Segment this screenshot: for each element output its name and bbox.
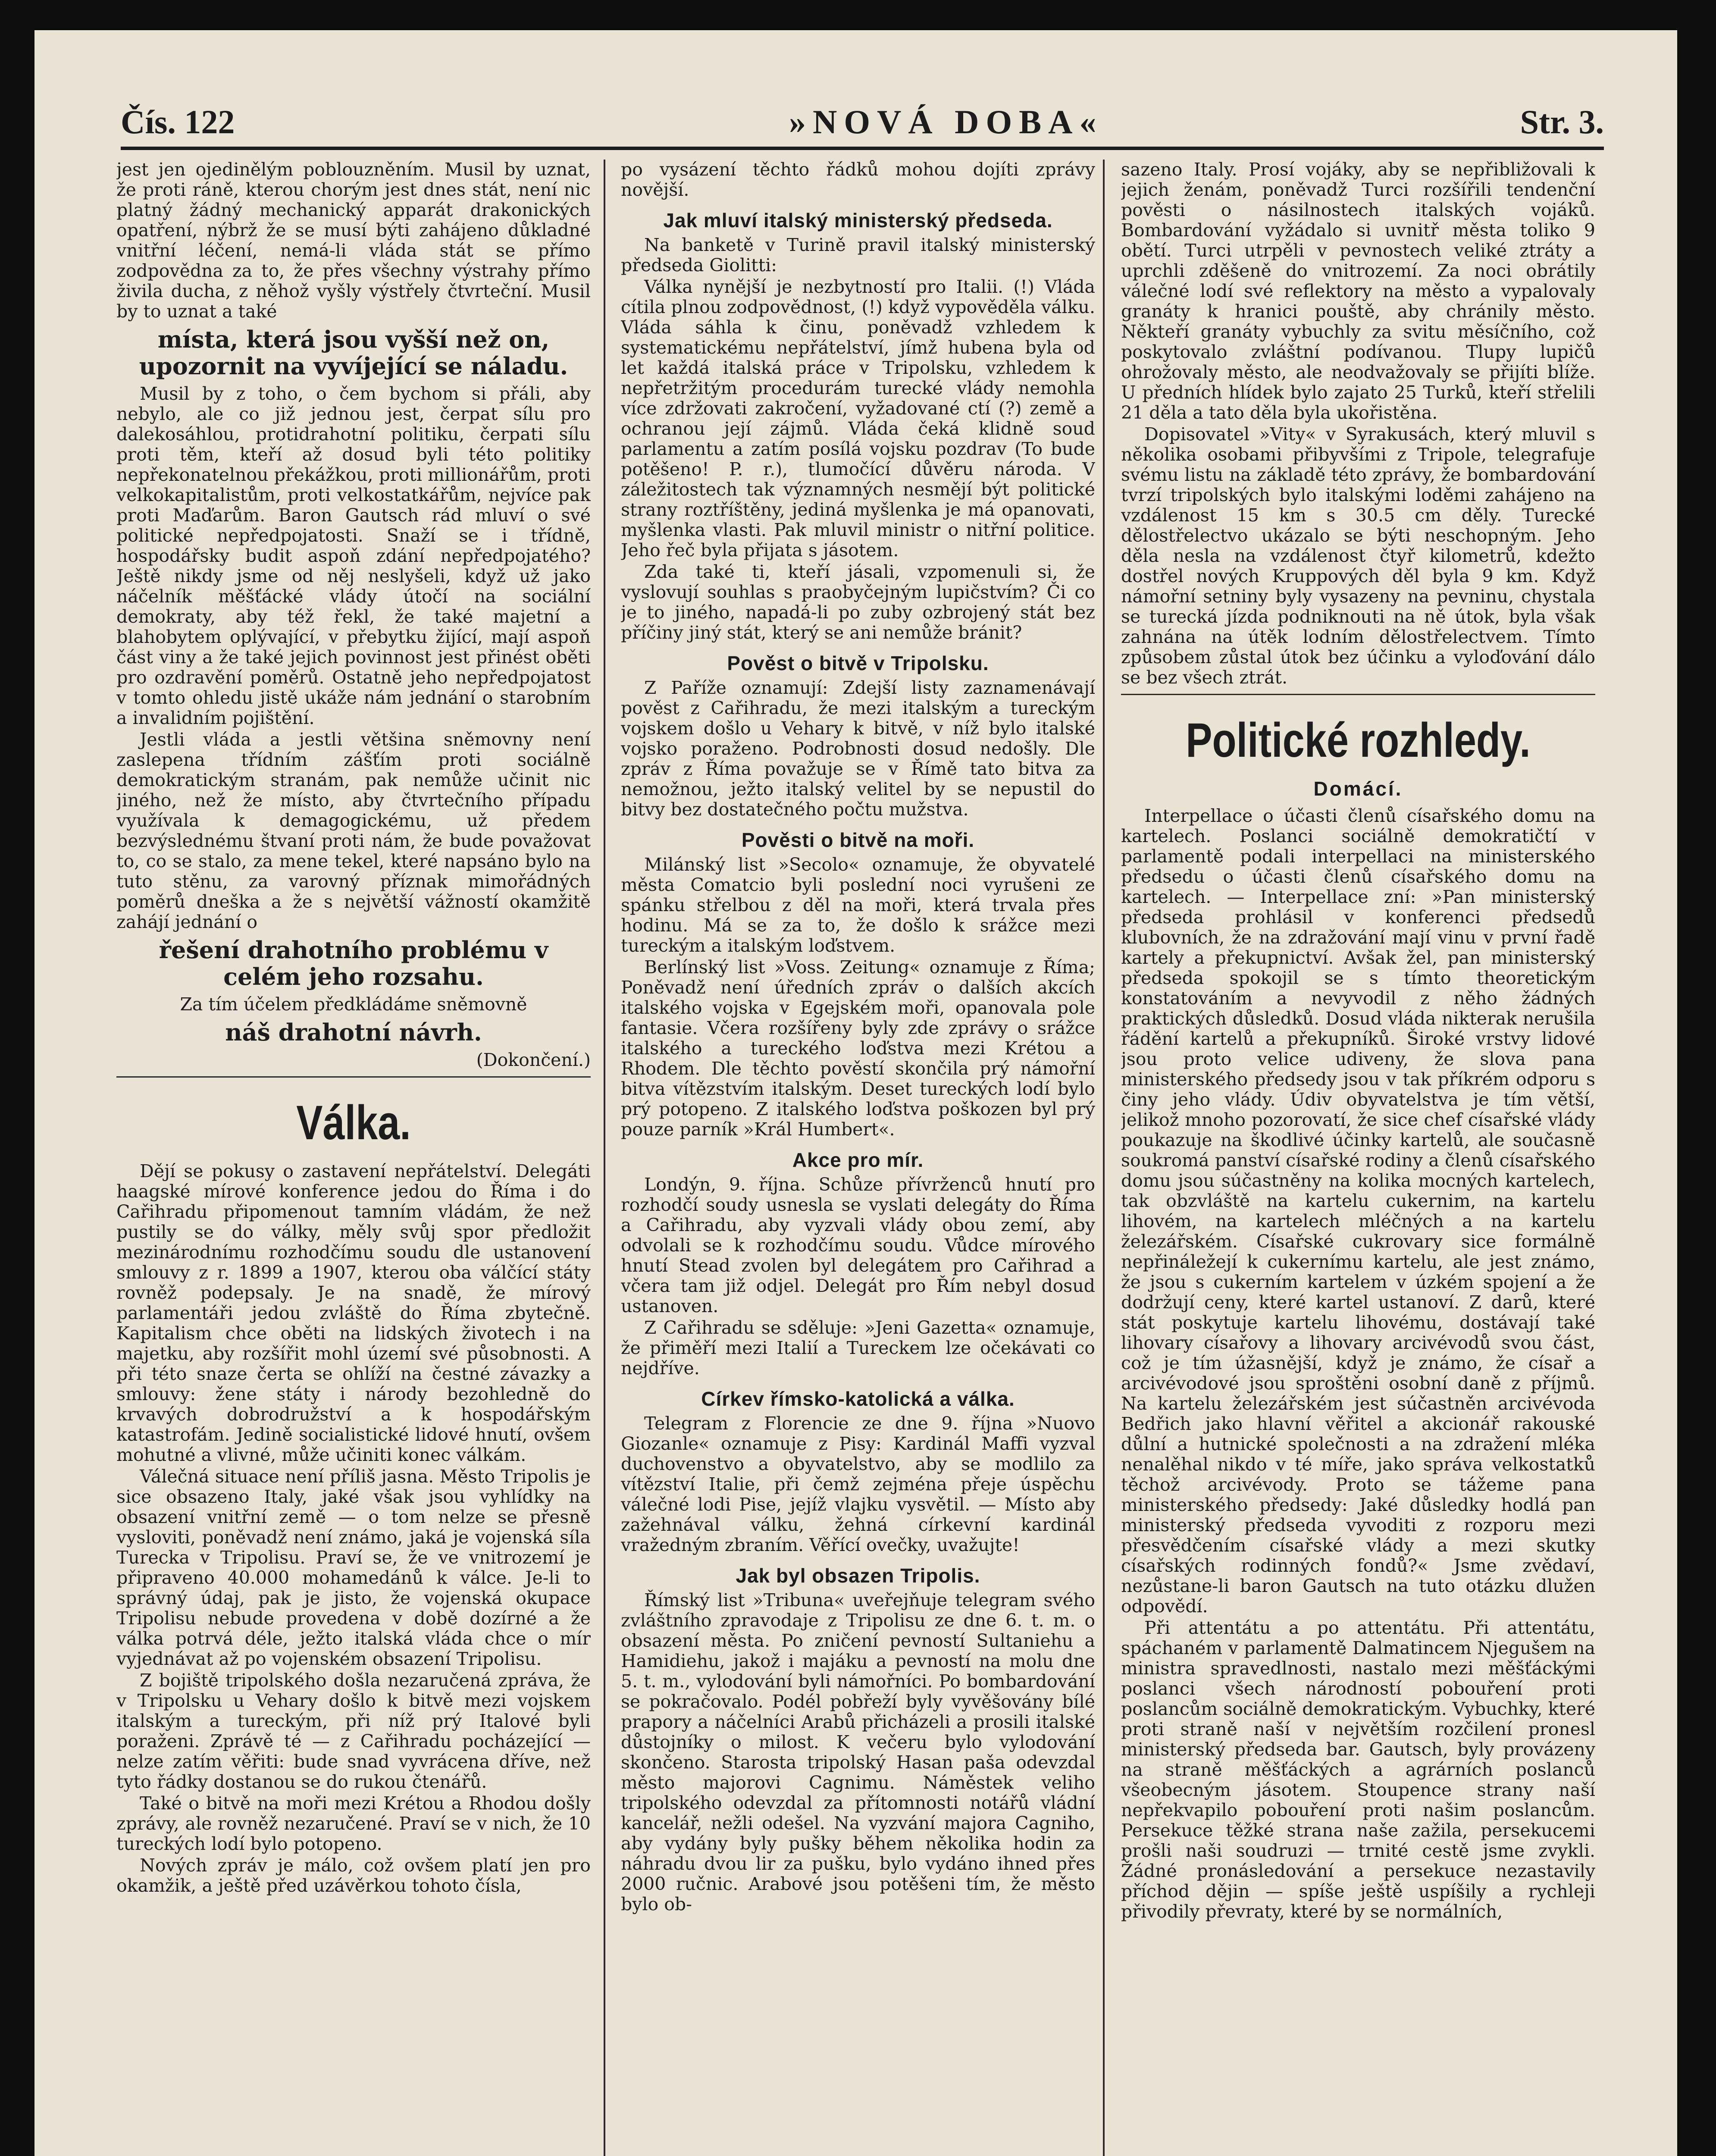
paragraph: Musil by z toho, o čem bychom si přáli, aby nebylo, ale co již jednou jest, čerpat sílu pro dalekosáhlou, protidrahotní politiku, čerpati sílu proti těm, kteří až dosud byli této politiky nepřekonatelnou překážkou, proti millionářům, proti velkokapitalistům, proti velkostatkářům, nejvíce pak proti Maďarům. Baron Gautsch rád mluví o své politické nepředpojatosti. Snaží se i třídně, hospodářsky budit aspoň zdání nepředpojatého? Ještě nikdy jsme od něj neslyšeli, když už jako náčelník měšťácké vlády útočí na sociální demokraty, aby též řekl, že také majetní a blahobytem oplývající, v přebytku žijící, mají aspoň část viny a že také jejich povinnost jest přinést oběti pro ozdravění poměrů. Ostatně jeho nepředpojatost v tomto ohledu jistě ukáže nám jednání o starobním a invalidním pojištění. [116,383,591,728]
paragraph: Římský list »Tribuna« uveřejňuje telegram svého zvláštního zpravodaje z Tripolisu ze dne 6. t. m. o obsazení města. Po zničení pevností Sultaniehu a Hamidiehu, jakož i majáku a pevností na molu dne 5. t. m., vylodování byli námořníci. Po bombardování se pokračovalo. Podél pobřeží byly vyvěšovány bílé prapory a náčelníci Arabů přicházeli a prosili italské důstojníky o milost. K večeru bylo vylodování skončeno. Starosta tripolský Hasan paša odevzdal město majorovi Cagnimu. Náměstek veliho tripolského odevzdal za přítomnosti notářů vládní kancelář, nežli odešel. Na vyzvání majora Cagniho, aby vydány byly pušky během několika hodin za náhradu dvou lir za pušku, bylo vydáno ihned přes 2000 ručnic. Arabové jsou potěšeni tím, že město bylo ob- [621,1590,1095,1915]
page-number-right: Str. 3. [1520,103,1604,141]
paragraph: Interpellace o účasti členů císařského domu na kartelech. Poslanci sociálně demokratičtí v parlamentě podali interpellaci na ministerského předsedu o účasti členů císařského domu na kartelech. — Interpellace zní: »Pan ministerský předseda prohlásil v konferenci předsedů klubovních, že na zdražování mají vinu v první řadě kartely a překupnictví. Avšak žel, pan ministerský předseda spokojil se s tímto theoretickým konstatováním a nevyvodil z něho žádných praktických důsledků. Dosud vláda nikterak nerušila řádění kartelů a překupníků. Široké vrstvy lidové jsou proto velice udiveny, že slova pana ministerského předsedy jsou v tak příkrém odporu s činy jeho vlády. Údiv obyvatelstva je tím větší, jelikož mnoho pozorovatí, že sice chef císařské vlády poukazuje na škodlivé účinky kartelů, ale současně soukromá panství císařské rodiny a členů císařského domu jsou súčastněny na kolika mocných kartelech, tak obzvláště na kartelu cukernim, na kartelu lihovém, na kartelech mléčných a na kartelu železářském. Císařské cukrovary sice formálně nepřináležejí k cukernímu kartelu, ale jest známo, že jsou s cukerním kartelem v úzkém spojení a že dodržují ceny, které kartel ustanoví. Z darů, které stát poskytuje kartelu lihovému, dostávají také lihovary císařovy a lihovary arcivévodů svou část, což je tím úžasnější, když je známo, že císař a arcivévodové jsou sproštěni osobní daně z příjmů. Na kartelu železářském jest súčastněn arcivévoda Bedřich jako hlavní věřitel a akcionář rakouské důlní a hutnické společnosti a na zdražení mléka nenalěhal nikdo v té míře, jako správa velkostatků těchož arcivévody. Proto se tážeme pana ministerského předsedy: Jaké důsledky hodlá pan ministerský předseda vyvoditi z rozporu mezi přesvědčením císařské vlády a mezi skutky císařských rodinných fondů?« Jsme zvědaví, nezůstane-li baron Gautsch na tuto otázku dlužen odpovědí. [1121,805,1595,1617]
paragraph: Berlínský list »Voss. Zeitung« oznamuje z Říma; Poněvadž není úředních zpráv o dalších akcích italského vojska v Egejském moři, opanovala pole fantasie. Včera rozšířeny byly zde zprávy o srážce italského a tureckého loďstva mezi Krétou a Rhodem. Dle těchto pověstí skončila prý námořní bitva vítězstvím italským. Deset tureckých lodí bylo prý potopeno. Z italského loďstva poškozen byl prý pouze parník »Král Humbert«. [621,957,1095,1140]
column-divider [604,160,605,2156]
paragraph: Válečná situace není příliš jasna. Město Tripolis je sice obsazeno Italy, jaké však jsou vyhlídky na obsazení vnitřní země — o tom nelze se přesně vysloviti, poněvadž není známo, jaká je vojenská síla Turecka v Tripolisu. Praví se, že ve vnitrozemí je připraveno 40.000 mohamedánů k válce. Je-li to správný údaj, pak je jisto, že vojenská okupace Tripolisu nebude provedena v době dozírné a že válka potrvá déle, ježto italská vláda chce o mír vyjednávat až po vojenském obsazení Tripolisu. [116,1466,591,1669]
emphasis-statement: náš drahotní návrh. [225,1018,482,1046]
paragraph: Z bojiště tripolského došla nezaručená zpráva, že v Tripolsku u Vehary došlo k bitvě mezi vojskem italským a tureckým, při níž prý Italové byli poraženi. Zprávě té — z Cařihradu pocházející — nelze zatím věřiti: bude snad vyvrácena dříve, než tyto řádky dostanou se do rukou čtenářů. [116,1670,591,1792]
subheading: Pověsti o bitvě na moři. [741,829,975,851]
paragraph: Jestli vláda a jestli většina sněmovny není zaslepena třídním zášťím proti sociálně demokratickým stranám, pak nemůže učinit nic jiného, než že místo, aby čtvrtečního případu využívala k demagogickému, už předem bezvýslednému štvaní proti nám, že bude považovat to, co se stalo, za mene tekel, které napsáno bylo na tuto stěnu, za varovný příznak mimořádných poměrů dneška a že s největší vážností okamžitě zahájí jednání o [116,729,591,932]
emphasis-statement: řešení drahotního problému v celém jeho rozsahu. [159,936,548,990]
paragraph: Zda také ti, kteří jásali, vzpomenuli si, že vyslovují souhlas s praobyčejným lupičstvím? Či co je to jiného, napadá-li po zuby ozbrojený stát bez příčiny jiný stát, který se ani nemůže bránit? [621,561,1095,643]
paragraph: Londýn, 9. října. Schůze přívrženců hnutí pro rozhodčí soudy usnesla se vyslati delegáty do Říma a Cařihradu, aby vyzvali vlády obou zemí, aby odvolali se k rozhodčímu soudu. Vůdce mírového hnutí Stead zvolen byl delegátem pro Cařihrad a včera tam již odjel. Delegát pro Řím nebyl dosud ustanoven. [621,1174,1095,1316]
paragraph: Také o bitvě na moři mezi Krétou a Rhodou došly zprávy, ale rovněž nezaručené. Praví se v nich, že 10 tureckých lodí bylo potopeno. [116,1793,591,1854]
article-headline-valka: Válka. [296,1096,411,1150]
subheading: Jak mluví italský ministerský předseda. [663,209,1053,232]
column-3 [1121,160,1595,2156]
paragraph: jest jen ojedinělým poblouzněním. Musil by uznat, že proti ráně, kterou chorým jest dnes stát, není nic platný žádný mechanický apparát drakonických opatření, nýbrž že se musí býti zahájeno důkladné vnitřní léčení, nemá-li vláda stát se přímo zodpovědna za to, že přes všechny výstrahy přímo živila ducha, z něhož vyšly výstřely čtvrteční. Musil by to uznat a také [116,160,591,322]
section-divider [116,1076,591,1078]
emphasis-statement: místa, která jsou vyšší než on, upozornit na vyvíjející se náladu. [139,326,568,380]
newspaper-title: »NOVÁ DOBA« [789,103,1103,141]
subheading: Jak byl obsazen Tripolis. [736,1564,980,1587]
continuation-note: (Dokončení.) [476,1050,591,1070]
paragraph: Válka nynější je nezbytností pro Italii. (!) Vláda cítila plnou zodpovědnost, (!) když vypověděla válku. Vláda sáhla k činu, poněvadž vzhledem k systematickému nepřátelství, jímž hubena byla od let každá italská práce v Tripolsku, vzhledem k nepřetržitým procedurám turecké vlády nemohla více zdržovati zakročení, vyžadované ctí (?) země a ochranou její zájmů. Vláda čeká klidně soud parlamentu a zatím posílá vojsku pozdrav (To bude potěšeno! P. r.), tlumočící důvěru národa. V záležitostech tak významných nesmějí být politické strany roztříštěny, jediná myšlenka je má opanovati, myšlenka vlasti. Pak mluvil ministr o nitřní politice. Jeho řeč byla přijata s jásotem. [621,276,1095,561]
page-header [121,82,1604,150]
subheading: Církev římsko-katolická a válka. [701,1388,1015,1410]
paragraph: po vysázení těchto řádků mohou dojíti zprávy novější. [621,160,1095,200]
paragraph: Nových zpráv je málo, což ovšem platí jen pro okamžik, a ještě před uzávěrkou tohoto čísla, [116,1855,591,1896]
paragraph: sazeno Italy. Prosí vojáky, aby se nepřibližovali k jejich ženám, poněvadž Turci rozšířili tendenční pověsti o násilnostech italských vojáků. Bombardování vyžádalo si uvnitř města toliko 9 obětí. Turci utrpěli v pevnostech veliké ztráty a uprchli zděšeně do vnitrozemí. Za noci obrátily válečné lodí své reflektory na město a vypalovaly granáty k hranici pouště, aby chránily město. Někteří granáty vybuchly za svitu měsíčního, což poskytovalo zvláštní podívanou. Tlupy lupičů ohrožovaly město, ale neodvažovaly se přijíti blíže. U předních hlídek bylo zajato 25 Turků, kteří střelili 21 děla a tato děla byla ukořistěna. [1121,160,1595,423]
paragraph: Milánský list »Secolo« oznamuje, že obyvatelé města Comatcio byli poslední noci vyrušeni ze spánku střelbou z děl na moři, která trvala přes hodinu. Má se za to, že došlo k srážce mezi tureckým a italským loďstvem. [621,854,1095,956]
column-divider [1103,160,1105,2156]
paragraph: Při attentátu a po attentátu. Při attentátu, spáchaném v parlamentě Dalmatincem Njegušem na ministra spravedlnosti, nastalo mezi měšťáckými poslanci všech národností pobouření proti poslancům sociálně demokratickým. Vybuchky, které proti straně naší v největším rozčilení pronesl ministerský předseda bar. Gautsch, byly provázeny na straně měšťáckých a agrárních poslanců všeobecným jásotem. Stoupence strany naší nepřekvapilo pobouření proti našim poslancům. Persekuce těžké strana naše zažila, persekucemi prošli naši soudruzi — trnité cestě jsme zvykli. Žádné pronásledování a persekuce nezastavily příchod dějin — spíše ještě uspíšily a rychleji přivodily převraty, které by se normálních, [1121,1617,1595,1922]
page-number-left: Čís. 122 [121,103,235,141]
section-divider [1121,694,1595,695]
column-2 [621,160,1095,2156]
subheading: Pověst o bitvě v Tripolsku. [727,652,989,674]
newspaper-page [34,30,1677,2156]
paragraph: Telegram z Florencie ze dne 9. října »Nuovo Giozanle« oznamuje z Pisy: Kardinál Maffi vyzval duchovenstvo a obyvatelstvo, aby se modlilo za vítězství Italie, při čemž zejména přeje úspěchu válečné lodi Pise, jejíž vlajku vysvětil. — Místo aby zažehnával válku, žehná církevní kardinál vražedným zbraním. Věřící ovečky, uvažujte! [621,1413,1095,1555]
paragraph: Dějí se pokusy o zastavení nepřátelství. Delegáti haagské mírové konference jedou do Říma i do Cařihradu připomenout tamním vládám, že než pustily se do války, měly svůj spor předložit mezinárodnímu rozhodčímu soudu dle ustanovení smlouvy z r. 1899 a 1907, kterou oba válčící státy rovněž podepsaly. Je na snadě, že mírový parlamentáři jedou zvláště do Říma zbytečně. Kapitalism chce oběti na lidských životech i na majetku, aby rozšířit mohl území své působnosti. A při této snaze čerta se ohlíží na čestné závazky a smlouvy: žene státy i národy bezohledně do krvavých dobrodružství a k hospodářským katastrofám. Jedině socialistické lidové hnutí, ovšem mohutné a vlivné, může učiniti konec válkám. [116,1161,591,1465]
paragraph: Z Cařihradu se sděluje: »Jeni Gazetta« oznamuje, že přiměří mezi Italií a Tureckem lze očekávati co nejdříve. [621,1317,1095,1379]
column-1 [116,160,591,2156]
paragraph: Na banketě v Turině pravil italský ministerský předseda Giolitti: [621,235,1095,276]
paragraph: Za tím účelem předkládáme sněmovně [180,994,527,1015]
paragraph: Dopisovatel »Vity« v Syrakusách, který mluvil s několika osobami přibyvšími z Tripole, telegrafuje svému listu na základě této zprávy, že bombardování tvrzí tripolských bylo italskými loděmi zahájeno na vzdálenost 15 km s 30.5 cm děly. Turecké dělostřelectvo ukázalo se býti neschopným. Jeho děla nesla na vzdálenost čtyř kilometrů, kdežto dostřel nových Kruppových děl byla 9 km. Když námořní setniny byly vysazeny na pevninu, chystala se turecká jízda podniknouti na ně útok, byla však zahnána na útěk lodním dělostřelectvem. Tímto způsobem zůstal útok bez účinku a vyloďování dálo se bez všech ztrát. [1121,424,1595,688]
section-label: Domácí. [1313,777,1403,800]
subheading: Akce pro mír. [792,1149,924,1171]
article-headline-rozhledy: Politické rozhledy. [1186,713,1531,767]
paragraph: Z Paříže oznamují: Zdejší listy zaznamenávají pověst z Cařihradu, že mezi italským a tureckým vojskem došlo u Vehary k bitvě, v níž bylo italské vojsko poraženo. Podrobnosti dosud nedošly. Dle zpráv z Říma považuje se v Římě tato bitva za nemožnou, ježto italský velitel by se nepustil do bitvy bez dostatečného počtu mužstva. [621,677,1095,820]
